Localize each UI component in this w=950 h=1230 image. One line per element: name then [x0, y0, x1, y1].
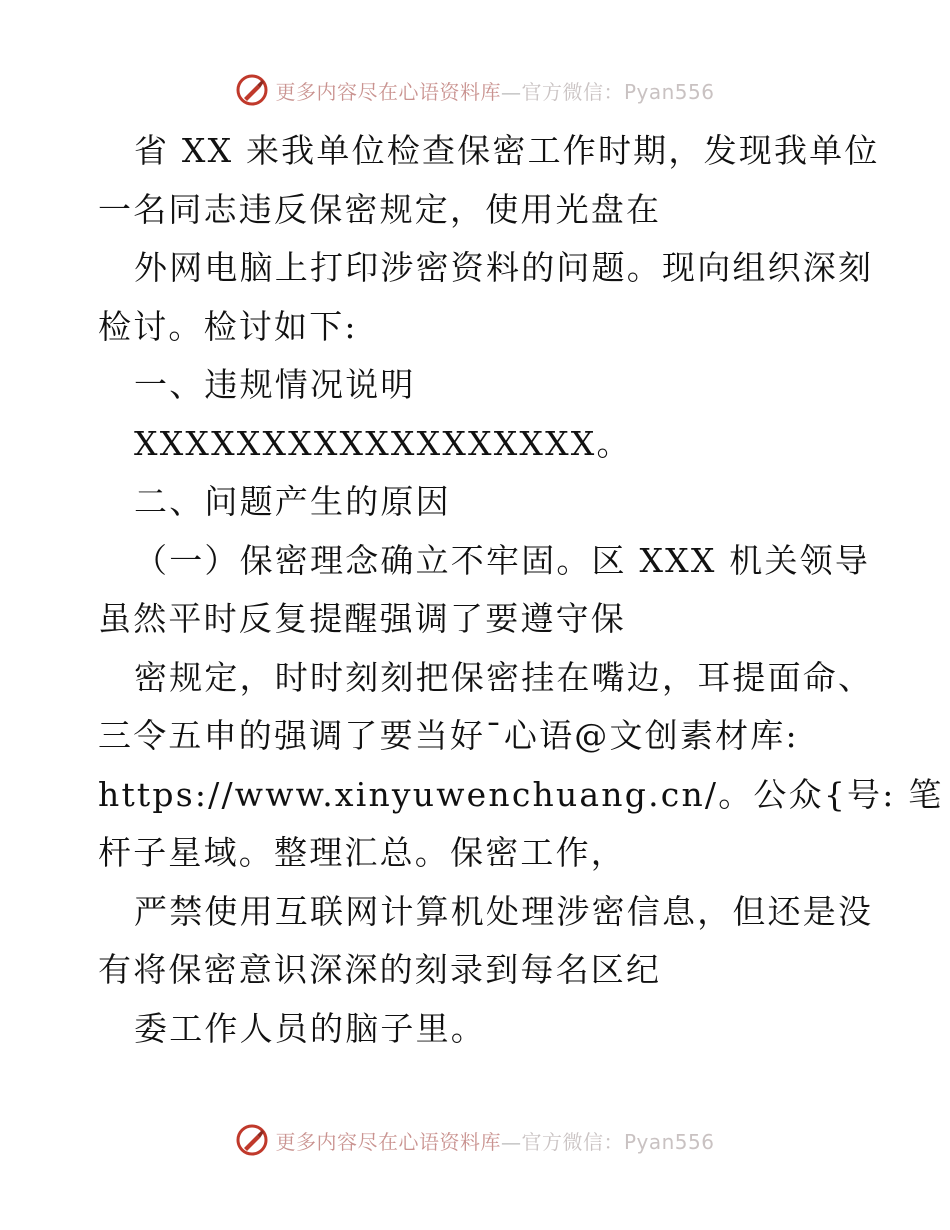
body-line: XXXXXXXXXXXXXXXXXX。: [134, 423, 632, 463]
body-line: 省 XX 来我单位检查保密工作时期，发现我单位: [134, 131, 880, 170]
body-line: 有将保密意识深深的刻录到每名区纪: [98, 950, 662, 989]
pen-logo-icon: [235, 73, 269, 107]
section-heading: 二、问题产生的原因: [134, 482, 451, 521]
footer-watermark: [0, 1120, 950, 1160]
body-line: 密规定，时时刻刻把保密挂在嘴边，耳提面命、: [134, 657, 874, 697]
body-line: 外网电脑上打印涉密资料的问题。现向组织深刻: [134, 248, 874, 287]
url-line: https://www.xinyuwenchuang.cn/。公众{号: 笔: [98, 774, 944, 814]
body-line: 虽然平时反复提醒强调了要遵守保: [98, 599, 626, 638]
section-heading: 一、违规情况说明: [134, 365, 416, 404]
body-line: 委工作人员的脑子里。: [134, 1008, 486, 1048]
watermark-text: 更多内容尽在心语资料库—官方微信：Pyan556: [275, 1129, 715, 1154]
watermark-text: 更多内容尽在心语资料库—官方微信：Pyan556: [275, 79, 715, 104]
header-watermark: [0, 70, 950, 110]
body-line: 检讨。检讨如下:: [98, 306, 358, 346]
body-line: 严禁使用互联网计算机处理涉密信息，但还是没: [134, 891, 874, 931]
document-body: [98, 122, 944, 1058]
pen-logo-icon: [235, 1123, 269, 1157]
body-line: 三令五申的强调了要当好¯心语@文创素材库:: [98, 716, 799, 755]
body-line: 一名同志违反保密规定，使用光盘在: [98, 189, 662, 229]
body-line: 杆子星域。整理汇总。保密工作，: [98, 833, 626, 872]
body-line: （一）保密理念确立不牢固。区 XXX 机关领导: [134, 540, 871, 580]
